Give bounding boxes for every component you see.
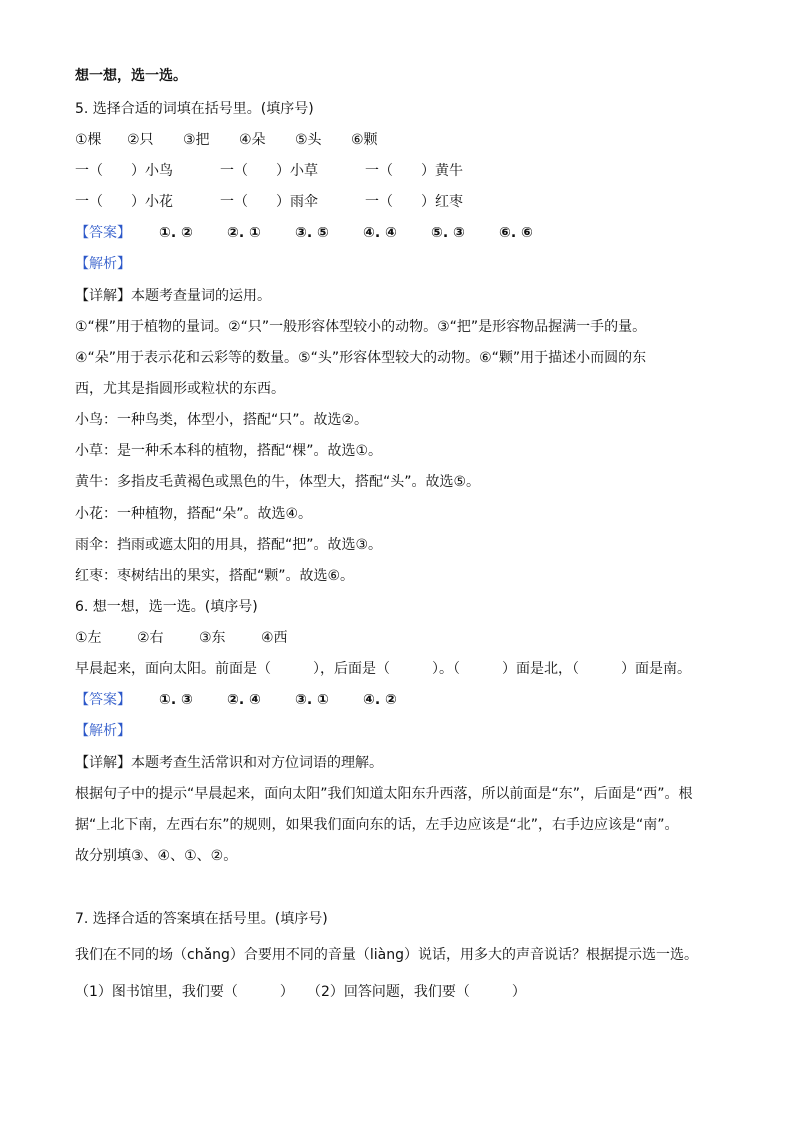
answer-value: ④. ④ (363, 225, 397, 241)
q6-option: ④西 (261, 630, 288, 646)
q5-option: ②只 (127, 132, 154, 148)
q5-option: ③把 (183, 132, 210, 148)
answer-value: ②. ① (227, 225, 261, 241)
answer-value: ①. ③ (159, 692, 193, 708)
q6-option: ①左 (75, 630, 102, 646)
q6-options (75, 628, 715, 648)
q5-blank-item: 一（ ）黄牛 (365, 163, 463, 179)
q5-option: ⑥颗 (351, 132, 378, 148)
q5-option: ④朵 (239, 132, 266, 148)
q6-sentence: 早晨起来，面向太阳。前面是（ ），后面是（ ）。（ ）面是北，（ ）面是南。 (75, 661, 691, 677)
detail-line: 【详解】本题考查生活常识和对方位词语的理解。 (75, 755, 383, 771)
explanation-item: 红枣：枣树结出的果实，搭配“颗”。故选⑥。 (75, 568, 355, 584)
q5-options (75, 130, 715, 150)
answer-value: ③. ① (295, 692, 329, 708)
answer-label: 【答案】 (75, 692, 131, 708)
explanation-item: 雨伞：挡雨或遮太阳的用具，搭配“把”。故选③。 (75, 537, 383, 553)
paragraph: ①“棵”用于植物的量词。②“只”一般形容体型较小的动物。③“把”是形容物品握满一手的量。 (75, 319, 647, 335)
q5-blank-item: 一（ ）雨伞 (220, 194, 318, 210)
q5-blank-item: 一（ ）小草 (220, 163, 318, 179)
q6-option: ②右 (137, 630, 164, 646)
q5-option: ①棵 (75, 132, 102, 148)
q5-row2 (75, 192, 715, 212)
q5-title: 5. 选择合适的词填在括号里。(填序号) (75, 101, 314, 117)
q7-subquestion: （2）回答问题，我们要（ ） (307, 984, 526, 1000)
q6-answer-row (75, 690, 715, 710)
answer-value: ①. ② (159, 225, 193, 241)
q7-title: 7. 选择合适的答案填在括号里。(填序号) (75, 911, 328, 927)
analysis-label: 【解析】 (75, 256, 131, 272)
explanation-item: 小鸟：一种鸟类，体型小，搭配“只”。故选②。 (75, 412, 369, 428)
answer-value: ⑥. ⑥ (499, 225, 533, 241)
q6-option: ③东 (199, 630, 226, 646)
section-title: 想一想，选一选。 (75, 68, 187, 84)
explanation-item: 小草：是一种禾本科的植物，搭配“棵”。故选①。 (75, 443, 383, 459)
answer-label: 【答案】 (75, 225, 131, 241)
q5-option: ⑤头 (295, 132, 322, 148)
analysis-label: 【解析】 (75, 723, 131, 739)
answer-value: ⑤. ③ (431, 225, 465, 241)
q6-title: 6. 想一想，选一选。(填序号) (75, 599, 258, 615)
answer-value: ③. ⑤ (295, 225, 329, 241)
paragraph: 据“上北下南，左西右东”的规则，如果我们面向东的话，左手边应该是“北”，右手边应该是“南”。 (75, 817, 679, 833)
q5-answer-row (75, 223, 715, 243)
paragraph: 根据句子中的提示“早晨起来，面向太阳”我们知道太阳东升西落，所以前面是“东”，后面是“西”。根 (75, 786, 693, 802)
paragraph: 故分别填③、④、①、②。 (75, 848, 238, 864)
paragraph: ④“朵”用于表示花和云彩等的数量。⑤“头”形容体型较大的动物。⑥“颗”用于描述小而圆的东 (75, 350, 647, 366)
q5-blank-item: 一（ ）小花 (75, 194, 173, 210)
q7-intro: 我们在不同的场（chǎng）合要用不同的音量（liàng）说话，用多大的声音说话？根据提示选一选。 (75, 947, 699, 963)
answer-value: ②. ④ (227, 692, 261, 708)
q7-subquestions (75, 982, 715, 1002)
q7-subquestion: （1）图书馆里，我们要（ ） (75, 984, 294, 1000)
explanation-item: 黄牛：多指皮毛黄褐色或黑色的牛，体型大，搭配“头”。故选⑤。 (75, 474, 481, 490)
explanation-item: 小花：一种植物，搭配“朵”。故选④。 (75, 506, 313, 522)
paragraph: 西，尤其是指圆形或粒状的东西。 (75, 381, 285, 397)
detail-line: 【详解】本题考查量词的运用。 (75, 288, 271, 304)
answer-value: ④. ② (363, 692, 397, 708)
q5-blank-item: 一（ ）小鸟 (75, 163, 173, 179)
q5-row1 (75, 161, 715, 181)
q5-blank-item: 一（ ）红枣 (365, 194, 463, 210)
